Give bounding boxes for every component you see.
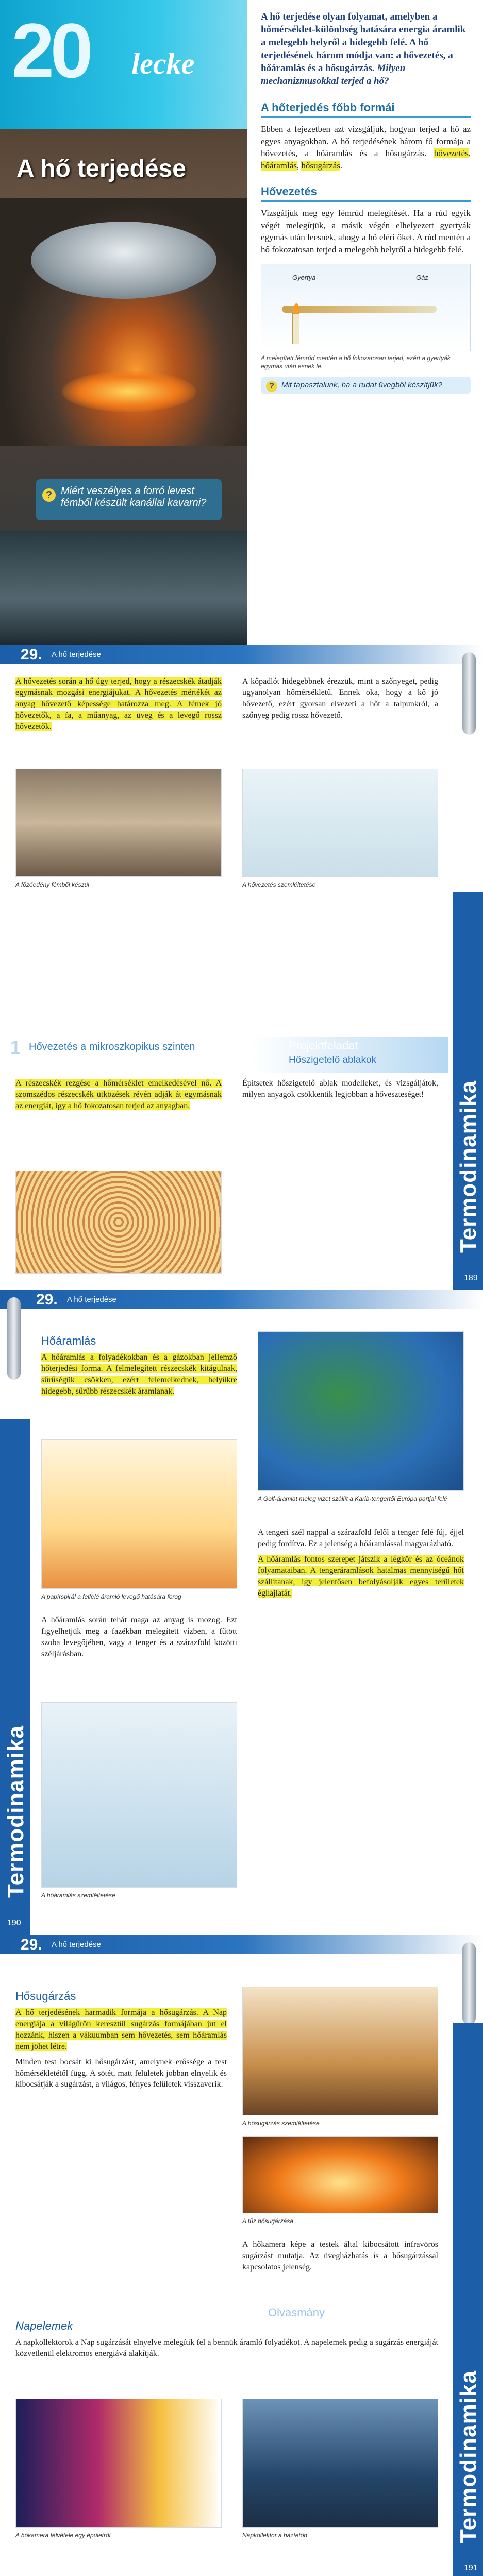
grill-figure (242, 1987, 438, 2115)
rod-illustration (261, 264, 471, 351)
flame-image (62, 371, 196, 412)
section-para: A részecskék rezgése a hőmérséklet emelkedésével nő. A szomszédos részecskék ütközések révén adják át egymásnak az energiát, így a hő fokozatosan terjed az anyagban. (15, 1079, 222, 1110)
question-icon: ? (266, 381, 277, 392)
heading: Hőáramlás (41, 1334, 96, 1347)
running-number: 29. (36, 1291, 58, 1308)
column-left-2: A hőáramlás során tehát maga az anyag is mozog. Ezt figyelhetjük meg a fazékban melegített vízben, a fűtött szoba levegőjében, vagy a tenger és a szárazföld közötti széljárásban. (41, 1616, 237, 1658)
heading: Hősugárzás (15, 1990, 76, 2003)
column-left: A hővezetés során a hő úgy terjed, hogy a részecskék átadják egymásnak mozgási energiájukat. A hővezetés mértékét az anyag hővezető képessége határozza meg. A fémek jó hővezetők, a fa, a műanyag, az üveg és a levegő rossz hővezetők. (15, 677, 222, 731)
lesson-number: 20 (11, 7, 89, 94)
page-190 (0, 1290, 483, 1935)
page-title: A hő terjedése (16, 155, 186, 182)
page-opening (0, 0, 483, 645)
caption-spiral: A papírspirál a felfelé áramló levegő hatására forog (41, 1593, 181, 1600)
hint-box (261, 377, 471, 394)
opening-text-column (247, 0, 483, 645)
water-illustration (41, 1702, 237, 1888)
world-map-figure (258, 1331, 464, 1491)
heading-conduction: Hővezetés (261, 185, 471, 202)
page-number: 190 (7, 1919, 21, 1927)
wrench-icon (462, 652, 476, 735)
side-label: Termodinamika (456, 1080, 481, 1253)
label-candle: Gyertya (292, 274, 316, 282)
reading-heading: Napelemek (15, 2319, 73, 2332)
caption-rod: A melegített fémrúd mentén a hő fokozatosan terjed, ezért a gyertyák egymás után esnek le. (261, 354, 451, 370)
wrench-icon (462, 1942, 476, 2025)
project-heading: Projektfeladat (289, 1039, 358, 1052)
project-subheading: Hőszigetelő ablakok (289, 1055, 377, 1065)
para-conduction: Vizsgáljuk meg egy fémrúd melegítését. Ha a rúd egyik végét melegítjük, a másik végén elhelyezett gyertyák egymás után leesnek, ahogy a hő eléri őket. A rúd mentén a hő fokozatosan terjed a melegebb helyről a hidegebb felé. (261, 208, 471, 255)
column-right: A hőkamera képe a testek által kibocsátott infravörös sugárzást mutatja. Az üvegházhatás is a hősugárzással kapcsolatos jelenség. (242, 2240, 438, 2272)
running-number: 29. (21, 1936, 42, 1953)
project-para: Építsetek hőszigetelő ablak modelleket, és vizsgáljátok, milyen anyagok csökkentik legjobban a hőveszteséget! (242, 1079, 438, 1099)
caption-world: A Golf-áramlat meleg vizet szállít a Karib-tengertől Európa partjai felé (258, 1495, 447, 1502)
spiral-illustration (41, 1439, 237, 1589)
side-label: Termodinamika (456, 2370, 481, 2543)
pot-image (31, 222, 216, 299)
reading-box: Napelemek A napkollektorok a Nap sugárzását elnyelve melegítik fel a bennük áramló folyadékot. A napelemek pedig a sugárzás energiáját közvetlenül elektromos energiává alakítják. (15, 2319, 438, 2358)
page-189 (0, 645, 483, 1290)
caption-grill: A hősugárzás szemléltetése (242, 2120, 320, 2127)
question-text: Miért veszélyes a forró levest fémből készült kanállal kavarni? (61, 485, 207, 509)
caption-water: A hőáramlás szemléltetése (41, 1892, 115, 1899)
caption-fire: A tűz hősugárzása (242, 2217, 293, 2225)
para-forms: Ebben a fejezetben azt vizsgáljuk, hogyan terjed a hő az egyes anyagokban. A hő terjedésének három fő formája a hővezetés, a hőáramlás és a hősugárzás. hővezetés, hőáramlás, hősugárzás. (261, 124, 471, 171)
pan-photo (15, 769, 222, 877)
running-title: A hő terjedése (67, 1295, 116, 1304)
side-label: Termodinamika (3, 1725, 28, 1898)
candle-image (292, 313, 299, 344)
lower-photo (0, 531, 247, 645)
running-number: 29. (21, 646, 42, 663)
wrench-icon (7, 1297, 21, 1380)
question-icon: ? (42, 488, 56, 502)
page-number: 189 (464, 1274, 478, 1282)
lesson-word: lecke (131, 47, 195, 80)
hint-text: Mit tapasztalunk, ha a rudat üvegből készítjük? (281, 381, 442, 390)
cook-illustration (242, 769, 438, 877)
caption-pan: A főzőedény fémből készül (15, 881, 89, 888)
page-number: 191 (464, 2564, 478, 2572)
intro-text: A hő terjedése olyan folyamat, amelyben a hőmérséklet-különbség hatására energia áramlik a melegebb helyről a hidegebb felé. A hő terjedésének három módja van: a hővezetés, a hőáramlás és a hősugárzás. Milyen mechanizmusokkal terjed a hő? (261, 11, 466, 87)
thermal-image (15, 2399, 222, 2528)
reading-label: Olvasmány (268, 2306, 325, 2319)
page-191 (0, 1935, 483, 2576)
section-number: 1 (10, 1037, 21, 1058)
caption-panel: Napkollektor a háztetőn (242, 2532, 308, 2539)
running-title: A hő terjedése (52, 650, 101, 659)
caption-house: A hőkamera felvétele egy épületről (15, 2532, 111, 2539)
particles-illustration (15, 1171, 222, 1274)
question-box (36, 479, 222, 520)
running-title: A hő terjedése (52, 1940, 101, 1949)
column-left: Hősugárzás A hő terjedésének harmadik formája a hősugárzás. A Nap energiája a világűrön keresztül sugárzás formájában jut el hozzánk, hiszen a vákuumban sem hővezetés, sem hőáramlás nem jöhet létre. Minden test bocsát ki hősugárzást, amelynek erőssége a test hőmérsékletétől függ. A sötét, matt felületek jobban elnyelik és kibocsátják a sugárzást, a világos, fényes felületek visszaverik. (15, 1990, 227, 2089)
section-title: Hővezetés a mikroszkopikus szinten (29, 1041, 195, 1053)
column-right: A kőpadlót hidegebbnek érezzük, mint a szőnyeget, pedig ugyanolyan hőmérsékletű. Ennek oka, hogy a kő jó hővezető, ezért gyorsan elvezeti a hőt a talpunkról, a szőnyeg pedig rossz hővezető. (242, 677, 438, 720)
metal-rod (282, 306, 437, 313)
panel-photo (242, 2399, 438, 2528)
fire-figure (242, 2136, 438, 2213)
column-right: A tengeri szél nappal a szárazföld felől a tenger felé fúj, éjjel pedig fordítva. Ez a jelenség a hőáramlással magyarázható. A hőáramlás fontos szerepet játszik a légkör és az óceánok folyamataiban. A tengeráramlások hatalmas mennyiségű hőt szállítanak, így jelentősen befolyásolják egyes területek éghajlatát. (258, 1528, 464, 1598)
caption-cook: A hővezetés szemléltetése (242, 881, 316, 888)
label-gas: Gáz (416, 274, 428, 282)
heading-forms: A hőterjedés főbb formái (261, 101, 471, 118)
column-left: Hőáramlás A hőáramlás a folyadékokban és a gázokban jellemző hőterjedési forma. A felmelegített részecskék kitágulnak, sűrűségük csökken, ezért felemelkednek, helyükre hidegebb, sűrűbb részecskék áramlanak. (41, 1334, 237, 1396)
